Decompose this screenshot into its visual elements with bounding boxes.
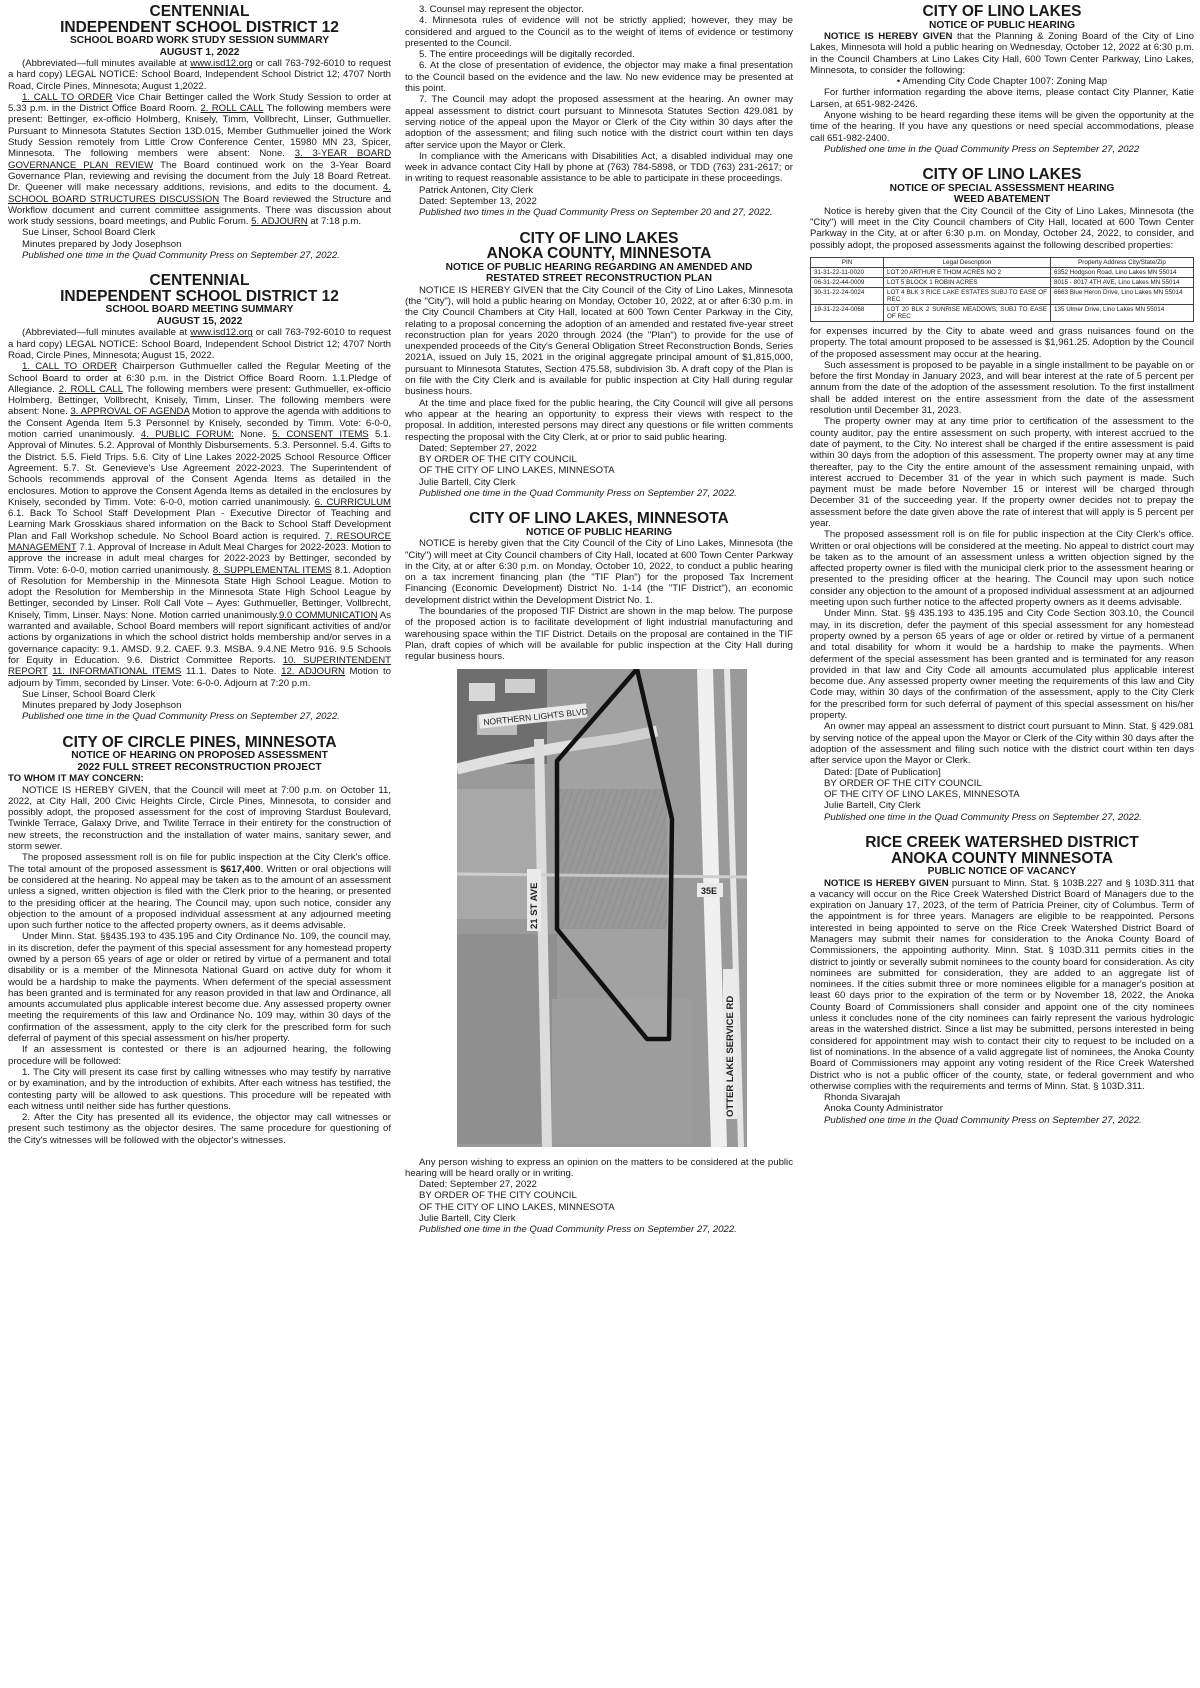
table-row (811, 287, 1194, 304)
publication-note: Published one time in the Quad Community Press on September 27, 2022 (824, 143, 1140, 155)
agenda-item-heading: 5. CONSENT ITEMS (272, 429, 369, 441)
text: As warranted and available, School Board members will report significant activities of and/or actions by organizations in which the school district holds membership and/or serves in a governance capacity: 9.1. AMSD. 9.2. CAEF. 9.3. MSBA. 9.4.NE Metro 916. 9.5 Schools for Equity in Education. 9.6. District Committee Reports. (8, 609, 391, 666)
notice-date: AUGUST 15, 2022 (156, 315, 243, 327)
notice-title: CITY OF LINO LAKES (922, 3, 1082, 20)
notice-subtitle: WEED ABATEMENT (953, 194, 1051, 206)
column-header-legal: Legal Description (884, 257, 1051, 267)
label-otter-lake-service-rd: OTTER LAKE SERVICE RD (725, 995, 736, 1117)
text: (Abbreviated—full minutes available at (22, 58, 191, 69)
notice-centennial-board-meeting (8, 273, 391, 722)
notice-title: ANOKA COUNTY, MINNESOTA (486, 245, 712, 263)
notice-lino-lakes-street-plan (405, 231, 793, 500)
website-link[interactable]: www.isd12.org (190, 58, 253, 69)
cell-legal: LOT 20 ARTHUR E THOM ACRES NO 2 (884, 267, 1051, 277)
paragraph: for expenses incurred by the City to abate weed and grass nuisances found on the property. The total amount proposed to be assessed is $1,961.25. Adoption by the Council of the proposed assessment may occur at the hearing. (810, 325, 1194, 360)
signature-line: OF THE CITY OF LINO LAKES, MINNESOTA (824, 789, 1020, 801)
notice-subtitle: RESTATED STREET RECONSTRUCTION PLAN (485, 273, 712, 285)
paragraph: The property owner may at any time prior to certification of the assessment to the county auditor, pay the entire assessment on such property, with interest accrued to the date of payment, to the City. No interest shall be charged if the entire assessment is paid within 30 days from the adoption of this assessment. The property owner may at any time thereafter, pay to the City the entire amount of the assessment remaining unpaid, with interest accrued to December 31 of the year in which such payment is made. Such payment must be made before November 15 or interest will be charged through December 31 of the succeeding year. If the property owner decides not to prepay the assessment before the date given above the rate of interest that will apply is 5 percent per year. (810, 416, 1194, 529)
emphasis: NOTICE IS HEREBY GIVEN (824, 31, 953, 42)
column-header-address: Property Address City/State/Zip (1051, 257, 1194, 267)
text: 5.1. Approval of Minutes. 5.2. Approval of Monthly Disbursements. 5.3. Personnel. 5.4. Gifts to the District. 5.5. Field Trips. 5.6. City of Line Lakes 2022-2025 School Resource Officer Agreement. 5.7. St. Genevieve's Use Agreement 2022-2023. The Superintendent of Schools recommends approval of the Consent Agenda Items as detailed in the enclosures. Motion to approve the Consent Agenda Items as detailed in the enclosures by Knisely, seconded by Timm. Vote: 6-0-0, motion carried unanimously. (8, 429, 392, 508)
assessment-amount: $617,400 (220, 863, 261, 875)
paragraph: For further information regarding the above items, please contact City Planner, Katie Larsen, at 651-982-2426. (810, 87, 1194, 110)
agenda-item-heading: 1. CALL TO ORDER (22, 361, 118, 373)
notice-subtitle: SCHOOL BOARD WORK STUDY SESSION SUMMARY (69, 35, 330, 46)
notice-intro (8, 58, 391, 92)
cell-pin: 31-31-22-11-0020 (811, 267, 884, 277)
bullet-item: • Amending City Code Chapter 1007: Zoning Map (896, 76, 1108, 88)
publication-note: Published one time in the Quad Community Press on September 27, 2022. (824, 811, 1142, 823)
procedure-item: 6. At the close of presentation of evidence, the objector may make a final presentation to the Council based on the evidence and the law. No new evidence may be presented at this point. (405, 60, 793, 95)
signature-line: Julie Bartell, City Clerk (419, 476, 516, 488)
paragraph: Notice is hereby given that the City Council of the City of Lino Lakes, Minnesota (the "City") will meet in the City Council chambers of City Hall, located at 600 Town Center Parkway in the City, at or after 6:30 p.m. on Monday, October 24, 2022, to consider, and possibly adopt, the proposed assessments against the following described properties: (810, 205, 1194, 251)
paragraph: Any person wishing to express an opinion on the matters to be considered at the public hearing will be heard orally or in writing. (405, 1156, 793, 1179)
cell-address: 8015 - 8017 4TH AVE, Lino Lakes MN 55014 (1051, 277, 1194, 287)
signature-line: Rhonda Sivarajah (824, 1092, 901, 1104)
cell-address: 6352 Hodgson Road, Lino Lakes MN 55014 (1051, 267, 1194, 277)
text: that the Planning & Zoning Board of the City of Lino Lakes, Minnesota will hold a public hearing on Wednesday, October 12, 2022 at 6:30 p.m. in the Council Chambers at Lino Lakes City Hall, 600 Town Center Parkway, Lino Lakes, Minnesota, to consider the following: (810, 31, 1194, 76)
text: 6.1. Back To School Staff Development Plan - Executive Director of Teaching and Learning Mark Grosskiaus shared information on the Back to School Staff Development Plan and Fall Workshop schedule. No School Board action is required. (8, 508, 391, 542)
column-header-pin: PIN (811, 257, 884, 267)
label-northern-lights-blvd: NORTHERN LIGHTS BLVD (482, 705, 589, 727)
paragraph: NOTICE IS HEREBY GIVEN that the City Council of the City of Lino Lakes, Minnesota (the "City"), will hold a public hearing on Monday, October 10, 2022, at or after 6:30 p.m. in the City Council Chambers at City Hall, located at 600 Town Center Parkway in the City, relating to a proposal concerning the adoption of an amended and restated five-year street reconstruction plan for years 2020 through 2024 (the "Plan") to provide for the use of unexpended proceeds of the City's General Obligation Street Reconstruction Bonds, Series 2021A, issued on July 15, 2021 in the original aggregate principal amount of $1,815,000, pursuant to Minnesota Statutes, Section 475.58, subdivision 3b. A draft copy of the Plan is on file with the City Clerk and is available for public inspection at City Hall during regular business hours. (405, 284, 793, 398)
paragraph: At the time and place fixed for the public hearing, the City Council will give all persons who appear at the hearing an opportunity to express their views with respect to the proposal. In addition, interested persons may direct any questions or file written comments respecting the proposal with the City Clerk, at or prior to said public hearing. (405, 397, 793, 443)
publication-note: Published one time in the Quad Community Press on September 27, 2022. (22, 711, 340, 723)
publication-note: Published one time in the Quad Community Press on September 27, 2022. (824, 1114, 1142, 1126)
signature-line: Dated: September 27, 2022 (419, 1179, 537, 1191)
text: . Written or oral objections will be considered at the hearing. No appeal may be taken as to the amount of an assessment unless a signed, written objection is filed with the Clerk prior to the hearing, or presented to the presiding officer at the hearing. The Council may, upon such notice, consider any objection to the amount of a proposed individual assessment at any adjourned meeting upon such further notice to the affected property owners, as it deems advisable. (8, 863, 391, 932)
signature-line: Minutes prepared by Jody Josephson (22, 238, 182, 250)
table-row (811, 267, 1194, 277)
agenda-item-heading: 8. SUPPLEMENTAL ITEMS (212, 564, 332, 576)
text: 11.1. Dates to Note. (181, 666, 282, 678)
notice-title: CITY OF CIRCLE PINES, MINNESOTA (62, 733, 337, 751)
text: Chairperson Guthmueller called the Regular Meeting of the School Board to order at 6:30 p.m. in the District Office Board Room. 1.1.Pledge of Allegiance. (8, 361, 391, 395)
label-21st-ave: 21 ST AVE (529, 882, 540, 929)
agenda-item-heading: 9.0 COMMUNICATION (278, 609, 378, 621)
publication-note: Published one time in the Quad Community Press on September 27, 2022. (22, 250, 340, 262)
aerial-map-image (457, 669, 747, 1147)
signature-line: OF THE CITY OF LINO LAKES, MINNESOTA (419, 1201, 615, 1213)
cell-legal: LOT 5 BLOCK 1 ROBIN ACRES (884, 277, 1051, 287)
procedure-item: 1. The City will present its case first by calling witnesses who may testify by narrative or by examination, and by the introduction of exhibits. After each witness has testified, the contesting party will be allowed to ask questions. This procedure will be repeated with each witness until neither side has further questions. (8, 1066, 391, 1112)
agenda-item-heading: 2. ROLL CALL (200, 103, 264, 115)
agenda-item-heading: 6. CURRICULUM (314, 496, 391, 508)
text: or call 763-792-6010 to request a hard copy) LEGAL NOTICE: School Board, Independent School District 12; 4707 North Road, Circle Pines, Minnesota; August 1,2022. (8, 58, 391, 92)
signature-line: Sue Linser, School Board Clerk (22, 227, 156, 239)
notice-title: CITY OF LINO LAKES, MINNESOTA (469, 510, 729, 528)
column-middle (405, 4, 793, 1236)
emphasis: NOTICE IS HEREBY GIVEN (824, 877, 949, 889)
agenda-item-heading: 4. PUBLIC FORUM: (140, 429, 234, 441)
text: The Board reviewed the Structure and Workflow document and current committee assignments. There was discussion about work study sessions, board meetings, and Public Forum. (8, 193, 391, 228)
notice-lino-lakes-zoning-hearing (810, 4, 1194, 155)
website-link[interactable]: www.isd12.org (190, 327, 253, 339)
tif-district-map (457, 669, 747, 1147)
notice-subtitle: NOTICE OF PUBLIC HEARING (928, 19, 1076, 31)
signature-line: BY ORDER OF THE CITY COUNCIL (824, 777, 982, 789)
signature-line: Patrick Antonen, City Clerk (419, 184, 534, 196)
procedure-item: 2. After the City has presented all its evidence, the objector may call witnesses or present such testimony as the objector desires. The same procedure for questioning of the City's witnesses will be followed with the objector's witnesses. (8, 1112, 391, 1146)
text: 7.1. Approval of Increase in Adult Meal Charges for 2022-2023. Motion to approve the increase in adult meal charges for 2022-2023 by Bettinger, seconded by Timm. Vote: 6-0-0, motion carried unanimously. (8, 541, 391, 576)
column-right (810, 4, 1194, 1126)
agenda-item-heading: 3. APPROVAL OF AGENDA (70, 406, 190, 418)
paragraph: An owner may appeal an assessment to district court pursuant to Minn. Stat. § 429.081 by serving notice of the appeal upon the Mayor or Clerk of the City within 30 days after the adoption of the assessment and filing such notice with the district court within ten days after service upon the Mayor or Clerk. (810, 721, 1194, 767)
text: Vice Chair Bettinger called the Work Study Session to order at 5.33 p.m. in the District Office Board Room. (8, 91, 392, 115)
signature-line: Anoka County Administrator (824, 1103, 943, 1115)
notice-circle-pines-continued (405, 4, 793, 219)
signature-line: Dated: September 13, 2022 (419, 196, 537, 208)
notice-subtitle: NOTICE OF HEARING ON PROPOSED ASSESSMENT (71, 750, 328, 762)
notice-date: AUGUST 1, 2022 (159, 46, 240, 58)
text: The proposed assessment roll is on file for public inspection at the City Clerk's office. The total amount of the proposed assessment is (8, 852, 391, 875)
cell-pin: 06-31-22-44-0009 (811, 277, 884, 287)
procedure-item: 7. The Council may adopt the proposed assessment at the hearing. An owner may appeal assessment to district court pursuant to Minnesota Statutes Section 429.081 by serving notice of the appeal upon the Mayor or Clerk of the City within 30 days after the adoption of the assessment; and filing such notice with the district court within ten days after service upon the Mayor or Clerk. (405, 94, 793, 151)
signature-line: Minutes prepared by Jody Josephson (22, 700, 182, 712)
building (469, 683, 495, 701)
building (505, 679, 535, 693)
signature-line: OF THE CITY OF LINO LAKES, MINNESOTA (419, 465, 615, 477)
notice-subtitle: NOTICE OF PUBLIC HEARING REGARDING AN AMENDED AND (445, 261, 753, 273)
minutes-body (8, 361, 391, 689)
agenda-item-heading: 1. CALL TO ORDER (22, 91, 113, 103)
paragraph: The boundaries of the proposed TIF District are shown in the map below. The purpose of the proposed action is to facilitate development of light industrial manufacturing and warehousing space within the TIF District. Details on the proposal are contained in the TIF Plan, draft copies of which will be available for public inspection at the City Hall during regular business hours. (405, 606, 793, 663)
procedure-item: 4. Minnesota rules of evidence will not be strictly applied; however, they may be considered and argued to the Council as to the weight of items of evidence or testimony presented to the Council. (405, 15, 793, 49)
notice-subtitle: 2022 FULL STREET RECONSTRUCTION PROJECT (77, 761, 322, 773)
paragraph (810, 878, 1194, 1093)
signature-line: Julie Bartell, City Clerk (824, 800, 921, 812)
agenda-item-heading: 7. RESOURCE MANAGEMENT (8, 530, 391, 553)
signature-line: Julie Bartell, City Clerk (419, 1213, 516, 1225)
text: Motion to adjourn by Timm, seconded by Linser. Vote: 6-0-0. Adjourn at 7:20 p.m. (8, 666, 391, 689)
publication-note: Published one time in the Quad Community Press on September 27, 2022. (419, 487, 737, 499)
text: at 7:18 p.m. (307, 216, 361, 228)
procedure-item: 3. Counsel may represent the objector. (419, 4, 584, 15)
paragraph (8, 852, 391, 931)
procedure-item: 5. The entire proceedings will be digitally recorded. (419, 49, 635, 61)
notice-title: CENTENNIAL (149, 272, 250, 290)
paragraph: Under Minn. Stat. §§ 435.193 to 435.195 and City Code Section 303.10, the Council may, in its discretion, defer the payment of this special assessment for any homestead property owned by a person 65 years of age or older or retired by virtue of a permanent and total disability for whom it would be a hardship to make the payments. When deferment of the special assessment has been granted and is terminated for any reason provided in that law and City Code all amounts accumulated plus applicable interest become due. Any assessed property owner meeting the requirements of this law and City Code may, within 30 days of the confirmation of the assessment, apply to the City Clerk for the prescribed form for such deferral of payment of this special assessment on his/her property. (810, 608, 1194, 722)
agenda-item-heading: 5. ADJOURN (251, 216, 308, 228)
notice-lino-lakes-tif-hearing (405, 511, 793, 1235)
signature-line: BY ORDER OF THE CITY COUNCIL (419, 454, 577, 466)
text: or call 763-792-6010 to request a hard copy) LEGAL NOTICE: School Board, Independent School District 12; 4707 North Road, Circle Pines, Minnesota; August 15, 2022. (8, 327, 391, 361)
cell-legal: LOT 4 BLK 3 RICE LAKE ESTATES SUBJ TO EASE OF REC (884, 287, 1051, 304)
table-header-row (811, 257, 1194, 267)
property-table (810, 257, 1194, 322)
notice-circle-pines-assessment (8, 735, 391, 1146)
signature-line: Dated: September 27, 2022 (419, 442, 537, 454)
notice-subtitle: PUBLIC NOTICE OF VACANCY (927, 866, 1077, 878)
paragraph: Such assessment is proposed to be payable in a single installment to be payable on or before the first Monday in January 2023, and will bear interest at the rate of 5 percent per annum from the date of the adoption of the assessment resolution. To the first installment shall be added interest on the entire assessment from the date of the assessment resolution until December 31, 2023. (810, 359, 1194, 417)
notice-title: INDEPENDENT SCHOOL DISTRICT 12 (60, 287, 339, 305)
notice-intro (8, 327, 391, 361)
notice-subtitle: NOTICE OF SPECIAL ASSESSMENT HEARING (889, 182, 1115, 194)
cell-legal: LOT 20 BLK 2 SUNRISE MEADOWS; SUBJ TO EASE OF REC (884, 304, 1051, 321)
cell-pin: 30-31-22-24-0024 (811, 287, 884, 304)
notice-lino-lakes-weed-abatement (810, 167, 1194, 823)
text: (Abbreviated—full minutes available at (22, 327, 191, 339)
agenda-item-heading: 10. SUPERINTENDENT REPORT (8, 654, 392, 678)
notice-subtitle: NOTICE OF PUBLIC HEARING (525, 526, 673, 538)
notice-centennial-work-study (8, 4, 391, 261)
paragraph: In compliance with the Americans with Disabilities Act, a disabled individual may one week in advance contact City Hall by phone at (763) 784-5898, or TDD (763) 231-2617; or in writing to request reasonable assistance to be able to participate in these proceedings. (405, 150, 793, 185)
notice-title: CENTENNIAL (149, 3, 250, 20)
notice-title: ANOKA COUNTY MINNESOTA (891, 849, 1113, 867)
agenda-item-heading: 4. SCHOOL BOARD STRUCTURES DISCUSSION (8, 182, 391, 205)
publication-note: Published one time in the Quad Community Press on September 27, 2022. (419, 1224, 737, 1236)
text: Motion to approve the agenda with additions to the Consent Agenda Item 5.3 Personnel by Knisely, seconded by Timm. Vote: 6-0-0, motion carried unanimously. (8, 406, 391, 441)
paragraph: If an assessment is contested or there is an adjourned hearing, the following procedure will be followed: (8, 1044, 391, 1067)
cell-address: 135 Ulmer Drive, Lino Lakes MN 55014 (1051, 304, 1194, 321)
text: The following members were present: Bettinger, ex-officio Holmberg, Knisely, Timm, Vollbrecht, Linser, Guthmueller. Pursuant to Minnesota Statutes Section 13D.015, Member Guthmueller joined the Work Study Session remotely from Little Crow Conference Center, 15980 MN 23, Spicer, Minnesota. The following members were absent: None. (8, 103, 391, 160)
agenda-item-heading: 2. ROLL CALL (58, 383, 123, 395)
label-35e: 35E (701, 885, 718, 896)
paragraph (810, 31, 1194, 76)
text: pursuant to Minn. Stat. § 103B.227 and § 103D.311 that a vacancy will occur on the Rice Creek Watershed District Board of Managers due to the expiration on January 17, 2023, of the term of Patricia Preiner, city of Columbus. Term of the appointment is for three years. Managers are eligible to be reappointed. Persons interested in being appointed to serve on the Rice Creek Watershed District Board of Managers may submit their names for consideration to the Anoka County Board of Commissioners, the appointing authority. Minn. Stat. § 103D.311 permits cities in the district to jointly or severally submit nominees to the county board for consideration. As city nominees are submitted for consideration, they are added to an aggregate list of nominees. If the cities submit three or more nominees eligible for a manager's position at least 60 days prior to the expiration of the term or by November 18, 2022, the Anoka County Board of Commissioners shall consider and appoint one of the city nominees unless it concludes none of the city nominees can fairly represent the various hydrologic areas in the watershed district. Since a list may be submitted, persons interested in being considered for appointment may wish to contact their city to request to be included on a list of nominations. In the absence of a valid aggregate list of nominees, the Anoka County Board of Commissioners may appoint any voting resident of the Rice Creek Watershed District who is not a public officer of the county, state, or federal government and who otherwise complies with the requirements and terms of Minn. Stat. § 103D.311. (810, 877, 1195, 1092)
cell-pin: 19-31-22-24-0068 (811, 304, 884, 321)
paragraph: Under Minn. Stat. §§435.193 to 435.195 and City Ordinance No. 109, the council may, in its discretion, defer the payment of this special assessment for any homestead property owned by a person 65 years of age or older or retired by virtue of a permanent and total disability or is a member of the Minnesota National Guard on active duty for whom it would be a hardship to make the payments. When deferment of the special assessment has been granted and is terminated for any reason provided in that law and Ordinance, all amounts accumulated plus applicable interest become due. Any assessed property owner meeting the requirements of this law and Ordinance No. 109 may, within 30 days of the confirmation of the assessment, apply to the city clerk for the prescribed form for such deferral of payment of this special assessment on his/her property. (8, 931, 391, 1045)
signature-line: BY ORDER OF THE CITY COUNCIL (419, 1190, 577, 1202)
paragraph: NOTICE IS HEREBY GIVEN, that the Council will meet at 7:00 p.m. on October 11, 2022, at City Hall, 200 Civic Heights Circle, Circle Pines, Minnesota, to consider and possibly adopt, the proposed assessment for the cost of improving Stardust Boulevard, Twinkle Terrace, Galaxy Drive, and Twilite Terrace in their entirety for the construction of new streets, the reconstruction and the installation of water mains, sanitary sewer, and storm sewer. (8, 784, 391, 853)
table-row (811, 277, 1194, 287)
notice-title: CITY OF LINO LAKES (519, 229, 679, 247)
text: The Board continued work on the 3-Year Board Governance Plan, reviewing and revising the document from the July 18 Board Retreat. Dr. Queener will make necessary additions, revisions, and edits to the document. (8, 159, 391, 194)
agenda-item-heading: 11. INFORMATIONAL ITEMS (52, 666, 182, 678)
field (457, 789, 537, 919)
signature-line: Dated: [Date of Publication] (824, 766, 941, 778)
paragraph: NOTICE is hereby given that the City Council of the City of Lino Lakes, Minnesota (the "City") will meet at City Council chambers of City Hall, located at 600 Town Center Parkway in the City, at or after 6:30 p.m. on Monday, October 10, 2022, to conduct a public hearing on a tax increment financing plan (the "TIF Plan") for the proposed Tax Increment Financing (Economic Development) District No. 1-14 (the "TIF District"), an economic development district within the Development District No. 1. (405, 538, 793, 606)
column-left (8, 4, 391, 1146)
text: 8.1. Adoption of Resolution for Membership in the Minnesota State High School League. Motion to adopt the Resolution for Membership in the Minnesota State High School League by Bettinger, seconded by Linser. Roll Call Vote – Ayes: Guthmueller, Bettinger, Vollbrecht, Knisely, Timm, Linser. Nays: None. Motion carried unanimously. (8, 564, 391, 621)
table-row (811, 304, 1194, 321)
agenda-item-heading: 3. 3-YEAR BOARD GOVERNANCE PLAN REVIEW (8, 148, 391, 171)
cell-address: 6663 Blue Heron Drive, Lino Lakes MN 55014 (1051, 287, 1194, 304)
notice-rice-creek-vacancy (810, 835, 1194, 1126)
notice-title: RICE CREEK WATERSHED DISTRICT (865, 834, 1139, 852)
minutes-body (8, 92, 391, 228)
notice-title: CITY OF LINO LAKES (922, 166, 1082, 184)
text: None. (233, 429, 273, 441)
notice-title: INDEPENDENT SCHOOL DISTRICT 12 (60, 18, 339, 36)
text: The following members were present: Guthmueller, ex-officio Holmberg, Bettinger, Vollbrecht, Knisely, Timm, Linser. The following members were absent: None. (8, 383, 391, 418)
paragraph: The proposed assessment roll is on file for public inspection at the City Clerk's office. Written or oral objections will be considered at the meeting. No appeal to district court may be taken as to the amount of an assessment unless a written objection signed by the affected property owner is filed with the municipal clerk prior to the assessment hearing or presented to the presiding officer at the hearing. The Council may upon such notice consider any objection to the amount of a proposed individual assessment at an adjourned meeting upon such further notice to the affected property owners as it deems advisable. (810, 529, 1194, 609)
publication-note: Published two times in the Quad Community Press on September 20 and 27, 2022. (419, 207, 773, 219)
notice-subtitle: SCHOOL BOARD MEETING SUMMARY (105, 304, 294, 316)
signature-line: Sue Linser, School Board Clerk (22, 688, 156, 700)
salutation: TO WHOM IT MAY CONCERN: (8, 773, 144, 785)
paragraph: Anyone wishing to be heard regarding these items will be given the opportunity at the time of the hearing. If you have any questions or need special accommodations, please call 651-982-2400. (810, 110, 1194, 144)
agenda-item-heading: 12. ADJOURN (281, 666, 345, 678)
